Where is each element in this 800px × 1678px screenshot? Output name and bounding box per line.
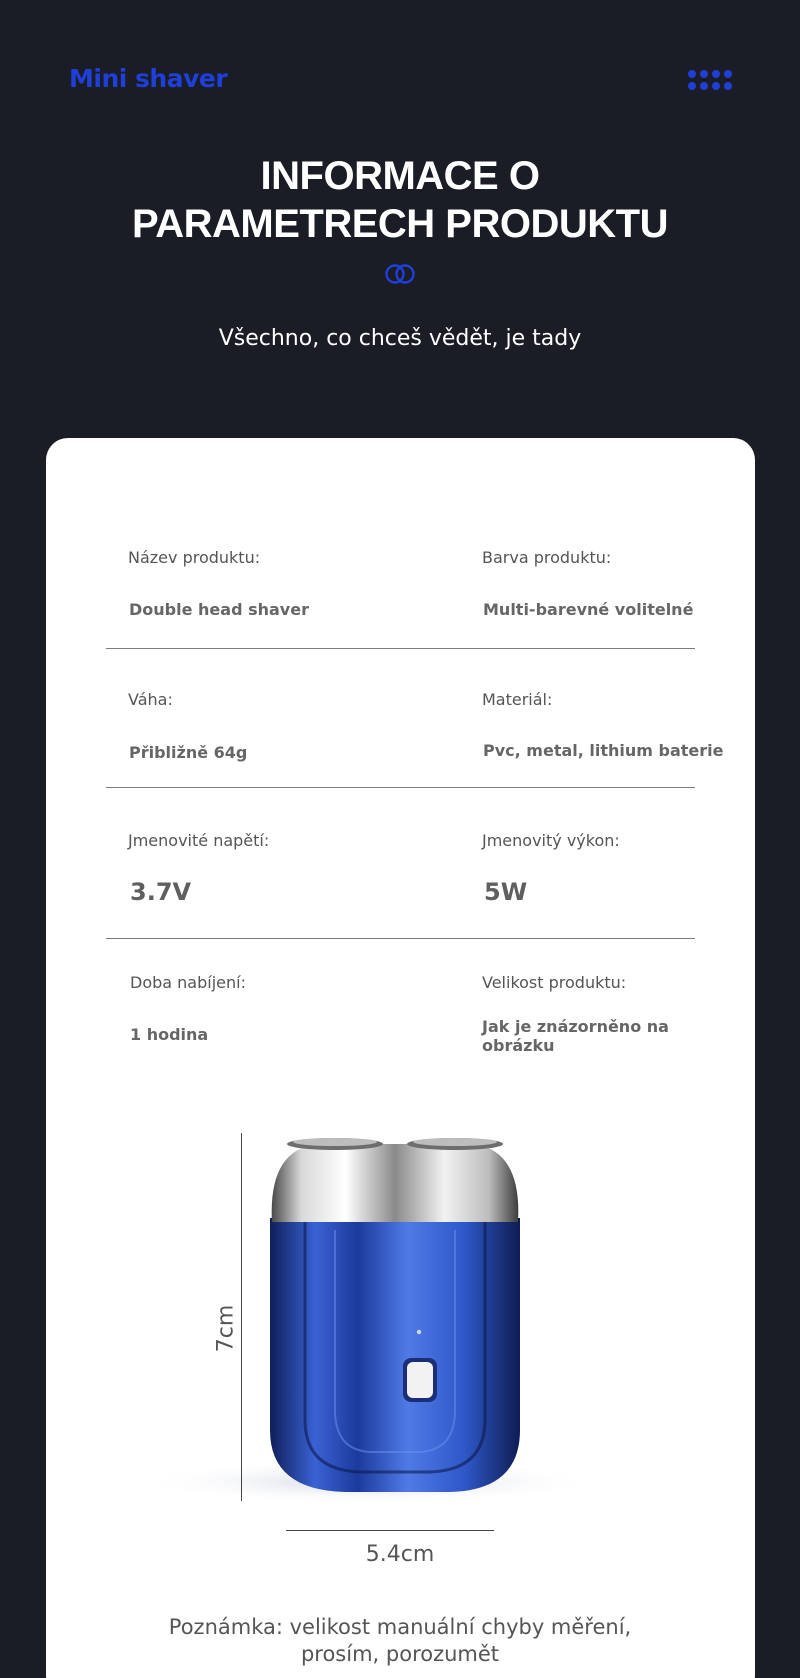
spec-value-charge-time: 1 hodina bbox=[130, 1025, 209, 1044]
spec-label-material: Materiál: bbox=[482, 690, 553, 709]
spec-value-size: Jak je znázorněno na obrázku bbox=[482, 1017, 669, 1055]
spec-value-voltage: 3.7V bbox=[130, 878, 192, 906]
page-title-line2: PARAMETRECH PRODUKTU bbox=[132, 202, 668, 246]
spec-value-name: Double head shaver bbox=[129, 600, 309, 619]
page-subtitle: Všechno, co chceš vědět, je tady bbox=[218, 326, 582, 351]
brand-title: Mini shaver bbox=[69, 64, 228, 93]
spec-label-weight: Váha: bbox=[128, 690, 173, 709]
spec-divider bbox=[106, 648, 695, 649]
shaver-product-image bbox=[100, 1130, 620, 1520]
spec-label-name: Název produktu: bbox=[128, 548, 261, 567]
double-ring-icon bbox=[384, 262, 416, 286]
measurement-note-line2: prosím, porozumět bbox=[300, 1642, 500, 1666]
spec-label-power: Jmenovitý výkon: bbox=[482, 831, 620, 850]
page-title-line1: INFORMACE O bbox=[260, 154, 540, 198]
spec-value-weight: Přibližně 64g bbox=[129, 743, 248, 762]
spec-value-material: Pvc, metal, lithium baterie bbox=[483, 741, 724, 760]
height-dimension-line bbox=[241, 1133, 242, 1501]
spec-divider bbox=[106, 938, 695, 939]
width-dimension-label: 5.4cm bbox=[365, 1542, 435, 1567]
page-title bbox=[0, 152, 800, 248]
spec-value-color: Multi-barevné volitelné bbox=[483, 600, 694, 619]
spec-label-voltage: Jmenovité napětí: bbox=[128, 831, 270, 850]
measurement-note bbox=[150, 1614, 650, 1668]
height-dimension-label: 7cm bbox=[213, 1304, 239, 1353]
grid-dots-icon[interactable] bbox=[688, 70, 732, 90]
spec-label-color: Barva produktu: bbox=[482, 548, 612, 567]
spec-divider bbox=[106, 787, 695, 788]
measurement-note-line1: Poznámka: velikost manuální chyby měření, bbox=[168, 1615, 632, 1639]
width-dimension-line bbox=[286, 1530, 494, 1531]
spec-label-size: Velikost produktu: bbox=[482, 973, 627, 992]
spec-label-charge-time: Doba nabíjení: bbox=[130, 973, 246, 992]
spec-value-power: 5W bbox=[484, 878, 528, 906]
